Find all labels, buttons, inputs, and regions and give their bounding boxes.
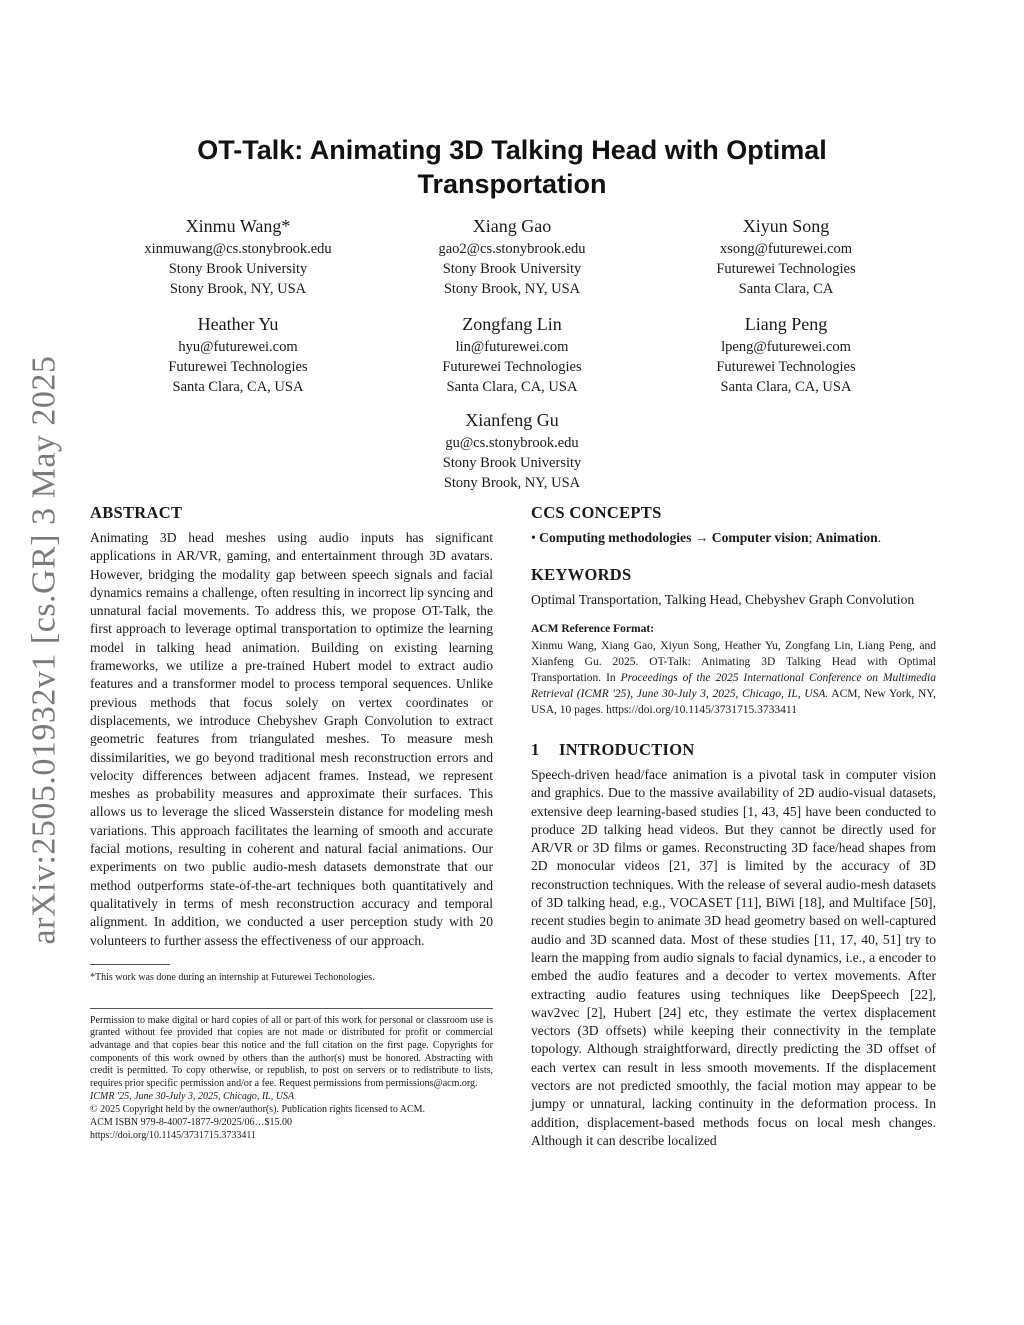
left-column — [90, 503, 493, 1142]
author-block — [636, 214, 936, 299]
acm-reference-publisher: ACM, New York, NY, USA, 10 pages. https://doi.org/10.1145/3731715.3733411 — [531, 688, 936, 716]
doi-link[interactable]: https://doi.org/10.1145/3731715.3733411 — [90, 1130, 257, 1142]
author-name: Xinmu Wang* — [185, 216, 291, 236]
ccs-item: Animation — [815, 530, 878, 545]
permission-notice: Permission to make digital or hard copies of all or part of this work for personal or classroom use is granted without fee provided that copies are not made or distributed for profit or commercial advantage and that copies bear this notice and the full citation on the first page. Copyrights for components of this work owned by others than the author(s) must be honored. Abstracting with credit is permitted. To copy otherwise, or republish, to post on servers or to redistribute to lists, requires prior specific permission and/or a fee. Request permissions from permissions@acm.org. — [90, 1014, 493, 1089]
author-location: Santa Clara, CA, USA — [446, 379, 578, 395]
author-affiliation: Stony Brook University — [442, 455, 582, 471]
isbn-line: ACM ISBN 979-8-4007-1877-9/2025/06…$15.00 — [90, 1117, 292, 1129]
section-number: 1 — [531, 740, 540, 759]
ccs-heading: CCS CONCEPTS — [531, 503, 662, 522]
author-affiliation: Futurewei Technologies — [716, 261, 856, 277]
author-location: Santa Clara, CA, USA — [720, 379, 852, 395]
acm-reference-authors: Xinmu Wang, Xiang Gao, Xiyun Song, Heather Yu, Zongfang Lin, Liang Peng, and Xianfeng Gu. 2025. OT-Talk: Animating 3D Talking Head with Optimal Transportation. In — [531, 640, 936, 684]
ccs-concepts — [531, 529, 936, 547]
author-block — [88, 214, 388, 299]
right-column — [531, 503, 936, 1150]
author-email: lin@futurewei.com — [455, 339, 569, 355]
paper-title: OT-Talk: Animating 3D Talking Head with Optimal Transportation — [197, 135, 827, 199]
author-name: Zongfang Lin — [462, 314, 562, 334]
author-location: Santa Clara, CA — [738, 281, 834, 297]
keywords-text: Optimal Transportation, Talking Head, Chebyshev Graph Convolution — [531, 592, 915, 607]
acm-reference-venue: Proceedings of the 2025 International Conference on Multimedia Retrieval (ICMR '25), June 30-July 3, 2025, Chicago, IL, USA. — [531, 672, 936, 700]
ccs-bullet: • — [531, 530, 540, 545]
author-block — [362, 214, 662, 299]
author-affiliation: Stony Brook University — [442, 261, 582, 277]
ccs-separator: ; — [808, 530, 816, 545]
ccs-item: Computing methodologies — [539, 530, 692, 545]
author-block — [362, 312, 662, 397]
ccs-end: . — [877, 530, 882, 545]
acm-reference — [531, 638, 936, 718]
permission-divider — [90, 1008, 493, 1009]
introduction-heading — [531, 740, 936, 760]
author-affiliation: Futurewei Technologies — [168, 359, 308, 375]
author-location: Stony Brook, NY, USA — [169, 281, 307, 297]
arxiv-stamp — [18, 350, 70, 950]
author-email: lpeng@futurewei.com — [721, 339, 851, 355]
author-block — [636, 312, 936, 397]
abstract-text: Animating 3D head meshes using audio inputs has significant applications in AR/VR, gaming, and entertainment through 3D avatars. However, bridging the modality gap between speech signals and facial dynamics remains a challenge, often resulting in incorrect lip syncing and unnatural facial movements. To address this, we propose OT-Talk, the first approach to leverage optimal transportation to optimize the learning model in talking head animation. Building on existing learning frameworks, we utilize a pre-trained Hubert model to extract audio features and a transformer model to process temporal sequences. Unlike previous methods that focus solely on vertex coordinates or displacements, we introduce Chebyshev Graph Convolution to extract geometric features from triangulated meshes. To measure mesh dissimilarities, we go beyond traditional mesh reconstruction errors and velocity differences between adjacent frames. Instead, we represent meshes as probability measures and approximate their surfaces. This allows us to leverage the sliced Wasserstein distance for modeling mesh variations. This approach facilitates the learning of smooth and accurate facial motions, resulting in coherent and natural facial animations. Our experiments on two public audio-mesh datasets demonstrate that our method outperforms state-of-the-art techniques both quantitatively and qualitatively in terms of mesh reconstruction accuracy and temporal alignment. In addition, we conducted a user perception study with 20 volunteers to further assess the effectiveness of our approach. — [90, 530, 493, 948]
author-name: Xianfeng Gu — [465, 410, 559, 430]
author-block — [362, 408, 662, 493]
footnote-divider — [90, 964, 170, 965]
acm-reference-heading: ACM Reference Format: — [531, 623, 655, 635]
author-location: Santa Clara, CA, USA — [172, 379, 304, 395]
author-email: xsong@futurewei.com — [719, 241, 853, 257]
ccs-item: Computer vision — [711, 530, 809, 545]
section-title: INTRODUCTION — [559, 740, 695, 759]
abstract-heading: ABSTRACT — [90, 503, 183, 522]
author-name: Heather Yu — [197, 314, 279, 334]
author-affiliation: Stony Brook University — [168, 261, 308, 277]
author-location: Stony Brook, NY, USA — [443, 281, 581, 297]
author-email: gu@cs.stonybrook.edu — [445, 435, 579, 451]
author-email: gao2@cs.stonybrook.edu — [438, 241, 586, 257]
conference-line: ICMR '25, June 30-July 3, 2025, Chicago, IL, USA — [90, 1091, 295, 1103]
footnote: *This work was done during an internship at Futurewei Techonologies. — [90, 971, 375, 983]
author-location: Stony Brook, NY, USA — [443, 475, 581, 491]
author-name: Liang Peng — [744, 314, 828, 334]
author-email: xinmuwang@cs.stonybrook.edu — [144, 241, 332, 257]
ccs-arrow: → — [691, 530, 712, 545]
arxiv-id: arXiv:2505.01932v1 [cs.GR] 3 May 2025 — [25, 355, 63, 945]
introduction-text: Speech-driven head/face animation is a pivotal task in computer vision and graphics. Due to the massive availability of 2D audio-visual datasets, extensive deep learning-based studies [1, 43, 45] have been conducted to produce 2D talking head videos. But they cannot be directly used for AR/VR or 3D films or games. Reconstructing 3D face/head shapes from 2D monocular videos [21, 37] is limited by the accuracy of 3D reconstruction techniques. With the release of several audio-mesh datasets of 3D talking head, e.g., VOCASET [11], BiWi [18], and Multiface [50], recent studies begin to animate 3D head geometry based on well-captured audio and 3D scanned data. Most of these studies [11, 17, 40, 51] try to learn the mapping from audio signals to facial dynamics, i.e., a encoder to embed the audio features and a decoder to vertex movements. After extracting audio features using techniques like DeepSpeech [22], wav2vec [2], Hubert [24] etc, they estimate the vertex displacement vectors (3D offsets) while keeping their connectivity in the template topology. Although straightforward, directly predicting the 3D offset of each vertex can result in less smooth movements. If the displacement vectors are not predicted smoothly, the facial motion may appear to be jumpy or unnatural, lacking continuity in the deformation process. In addition, displacement-based methods focus on local mesh changes. Although it can describe localized — [531, 767, 936, 1148]
author-block — [88, 312, 388, 397]
author-name: Xiang Gao — [472, 216, 552, 236]
author-affiliation: Futurewei Technologies — [716, 359, 856, 375]
keywords-heading: KEYWORDS — [531, 565, 632, 584]
author-affiliation: Futurewei Technologies — [442, 359, 582, 375]
author-email: hyu@futurewei.com — [178, 339, 298, 355]
author-name: Xiyun Song — [742, 216, 830, 236]
copyright-line: © 2025 Copyright held by the owner/author(s). Publication rights licensed to ACM. — [90, 1104, 426, 1116]
